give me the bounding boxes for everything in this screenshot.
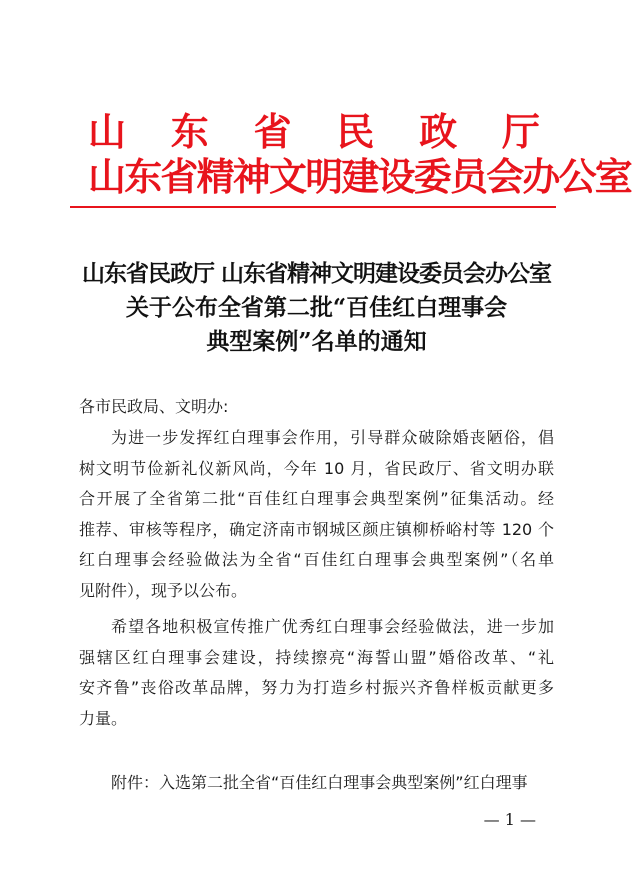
paragraph-line: 合开展了全省第二批“百佳红白理事会典型案例”征集活动。经: [79, 489, 554, 508]
body-paragraph-2: [79, 612, 554, 734]
paragraph-line: 红白理事会经验做法为全省“百佳红白理事会典型案例”（名单: [79, 550, 554, 569]
paragraph-line: 树文明节俭新礼仪新风尚，今年 10 月，省民政厅、省文明办联: [79, 458, 554, 478]
issuer-char: 民: [336, 109, 375, 154]
paragraph-line: 见附件），现予以公布。: [79, 580, 248, 600]
issuer-line-civilization-office: 山东省精神文明建设委员会办公室: [88, 154, 632, 199]
issuer-char: 山: [88, 109, 127, 154]
attachment-note: 附件：入选第二批全省“百佳红白理事会典型案例”红白理事: [111, 773, 528, 792]
paragraph-line: 希望各地积极宣传推广优秀红白理事会经验做法，进一步加: [111, 617, 554, 636]
issuer-char: 政: [419, 109, 458, 154]
red-header-divider: [70, 206, 556, 208]
page-number: — 1 —: [483, 810, 536, 829]
issuer-char: 省: [253, 109, 292, 154]
issuer-char: 厅: [501, 109, 540, 154]
salutation: 各市民政局、文明办:: [79, 397, 229, 416]
body-paragraph-1: [79, 423, 554, 606]
paragraph-line: 安齐鲁”丧俗改革品牌，努力为打造乡村振兴齐鲁样板贡献更多: [79, 678, 554, 697]
document-title-line-3: 典型案例”名单的通知: [206, 328, 427, 355]
paragraph-line: 为进一步发挥红白理事会作用，引导群众破除婚丧陋俗，倡: [111, 428, 554, 447]
document-title-line-1: 山东省民政厅 山东省精神文明建设委员会办公室: [81, 260, 551, 287]
issuer-line-civil-affairs: [88, 108, 540, 156]
paragraph-line: 推荐、审核等程序，确定济南市钢城区颜庄镇柳桥峪村等 120 个: [79, 519, 554, 539]
issuer-char: 东: [170, 109, 209, 154]
document-title-line-2: 关于公布全省第二批“百佳红白理事会: [125, 294, 508, 321]
paragraph-line: 力量。: [79, 708, 128, 728]
paragraph-line: 强辖区红白理事会建设，持续擦亮“海誓山盟”婚俗改革、“礼: [79, 647, 554, 667]
